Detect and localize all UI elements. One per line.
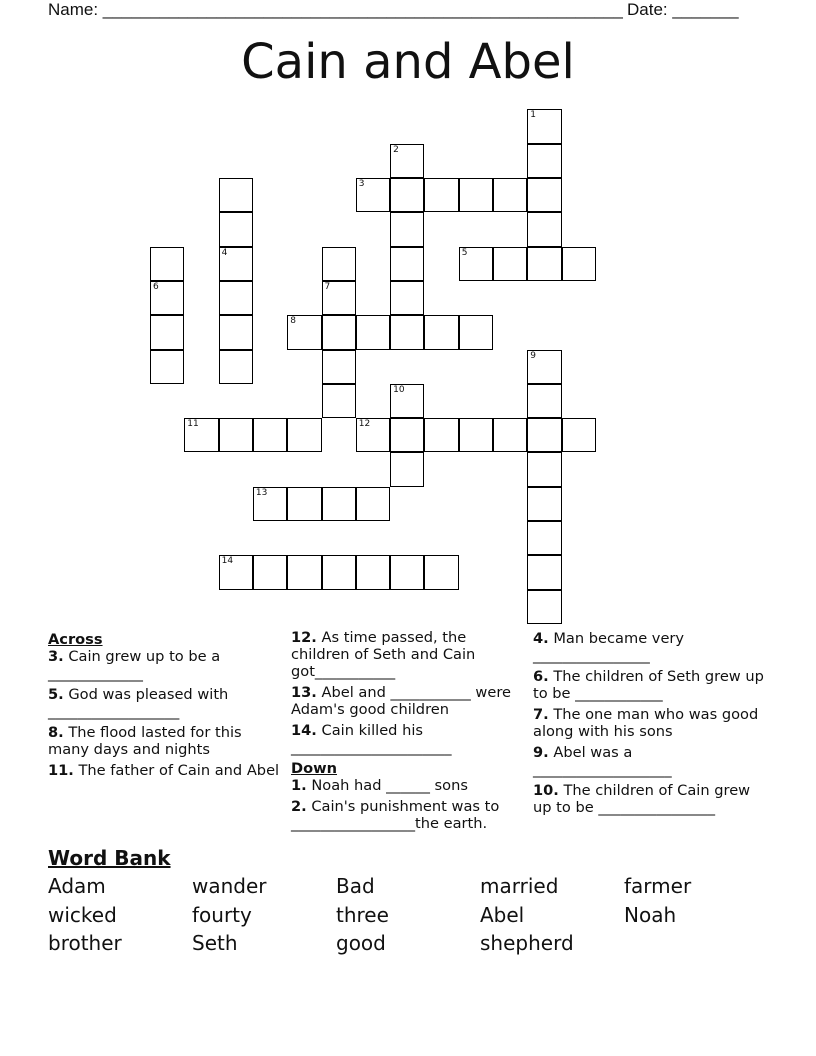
clue-number: 12 [358, 419, 371, 430]
crossword-cell[interactable] [322, 247, 356, 281]
clues-column-3 [533, 630, 765, 820]
down-heading: Down [291, 760, 338, 777]
crossword-cell[interactable] [356, 418, 390, 452]
crossword-cell[interactable] [150, 281, 184, 315]
across-heading: Across [48, 631, 103, 648]
crossword-cell[interactable] [527, 521, 561, 555]
crossword-cell[interactable] [356, 487, 390, 521]
crossword-cell[interactable] [219, 315, 253, 349]
crossword-cell[interactable] [390, 178, 424, 212]
crossword-cell[interactable] [150, 350, 184, 384]
crossword-cell[interactable] [356, 315, 390, 349]
crossword-cell[interactable] [322, 350, 356, 384]
crossword-cell[interactable] [493, 178, 527, 212]
crossword-cell[interactable] [459, 315, 493, 349]
word-bank-item: Noah [624, 903, 677, 927]
crossword-cell[interactable] [424, 418, 458, 452]
across-clue-11: 11. The father of Cain and Abel [48, 762, 280, 779]
down-clue-1: 1. Noah had ______ sons [291, 777, 468, 794]
crossword-cell[interactable] [527, 178, 561, 212]
crossword-cell[interactable] [527, 418, 561, 452]
clue-number: 11 [187, 419, 199, 430]
crossword-cell[interactable] [424, 315, 458, 349]
across-clue-12: 12. As time passed, the children of Seth and Cain got___________ [291, 629, 476, 680]
crossword-cell[interactable] [527, 590, 561, 624]
crossword-cell[interactable] [459, 178, 493, 212]
clue-number: 3 [358, 179, 365, 189]
across-clue-5: 5. God was pleased with __________________ [48, 686, 229, 720]
crossword-cell[interactable] [322, 315, 356, 349]
crossword-cell[interactable] [356, 178, 390, 212]
crossword-cell[interactable] [527, 452, 561, 486]
crossword-cell[interactable] [322, 384, 356, 418]
crossword-cell[interactable] [390, 212, 424, 246]
crossword-cell[interactable] [150, 247, 184, 281]
word-bank-item: shepherd [480, 931, 574, 955]
crossword-cell[interactable] [253, 418, 287, 452]
across-clue-14: 14. Cain killed his ______________________ [291, 722, 452, 756]
crossword-cell[interactable] [219, 555, 253, 589]
clue-number: 6 [153, 281, 159, 292]
name-field-label: Name: _______________________________________________________ [48, 0, 623, 19]
crossword-cell[interactable] [390, 452, 424, 486]
clue-number: 9 [530, 350, 537, 361]
crossword-cell[interactable] [562, 418, 596, 452]
word-bank-item: wander [192, 874, 267, 898]
crossword-cell[interactable] [322, 281, 356, 315]
crossword-cell[interactable] [390, 418, 424, 452]
crossword-cell[interactable] [253, 487, 287, 521]
across-clue-8: 8. The flood lasted for this many days and nights [48, 724, 242, 758]
crossword-cell[interactable] [527, 350, 561, 384]
word-bank-item: wicked [48, 903, 117, 927]
word-bank-item: brother [48, 931, 122, 955]
clues-column-1 [48, 629, 280, 783]
crossword-cell[interactable] [322, 487, 356, 521]
crossword-cell[interactable] [390, 281, 424, 315]
down-clue-4: 4. Man became very ________________ [533, 630, 685, 664]
date-field-label: Date: _______ [627, 0, 739, 19]
word-bank-item: Seth [192, 931, 238, 955]
down-clue-7: 7. The one man who was good along with his sons [533, 706, 759, 740]
page-title: Cain and Abel [241, 34, 575, 90]
crossword-cell[interactable] [527, 384, 561, 418]
crossword-cell[interactable] [459, 418, 493, 452]
crossword-cell[interactable] [356, 555, 390, 589]
down-clue-10: 10. The children of Cain grew up to be ________________ [533, 782, 751, 816]
crossword-cell[interactable] [219, 247, 253, 281]
word-bank-item: Abel [480, 903, 525, 927]
crossword-cell[interactable] [184, 418, 218, 452]
down-clue-2: 2. Cain's punishment was to _________________the earth. [291, 798, 500, 832]
crossword-cell[interactable] [527, 144, 561, 178]
crossword-cell[interactable] [287, 315, 321, 349]
word-bank-item: fourty [192, 903, 252, 927]
crossword-cell[interactable] [150, 315, 184, 349]
word-bank-title: Word Bank [48, 846, 171, 870]
crossword-cell[interactable] [527, 487, 561, 521]
crossword-cell[interactable] [287, 487, 321, 521]
crossword-cell[interactable] [253, 555, 287, 589]
crossword-cell[interactable] [424, 555, 458, 589]
crossword-cell[interactable] [390, 144, 424, 178]
crossword-cell[interactable] [219, 350, 253, 384]
word-bank-item: three [336, 903, 389, 927]
down-clue-6: 6. The children of Seth grew up to be ____________ [533, 668, 764, 702]
clue-number: 14 [221, 556, 234, 567]
clue-number: 7 [324, 281, 331, 292]
down-clue-9: 9. Abel was a ___________________ [533, 744, 672, 778]
crossword-cell[interactable] [219, 178, 253, 212]
word-bank-item: Adam [48, 874, 106, 898]
across-clue-3: 3. Cain grew up to be a _____________ [48, 648, 221, 682]
crossword-cell[interactable] [527, 555, 561, 589]
crossword-cell[interactable] [287, 418, 321, 452]
crossword-cell[interactable] [459, 247, 493, 281]
clues-column-2 [291, 629, 523, 836]
crossword-cell[interactable] [493, 247, 527, 281]
crossword-cell[interactable] [219, 418, 253, 452]
word-bank-item: married [480, 874, 559, 898]
crossword-cell[interactable] [219, 212, 253, 246]
crossword-cell[interactable] [322, 555, 356, 589]
word-bank-item: farmer [624, 874, 692, 898]
crossword-cell[interactable] [493, 418, 527, 452]
crossword-cell[interactable] [390, 384, 424, 418]
crossword-cell[interactable] [390, 315, 424, 349]
clue-number: 2 [393, 144, 399, 155]
crossword-cell[interactable] [390, 247, 424, 281]
crossword-cell[interactable] [527, 212, 561, 246]
word-bank-item: Bad [336, 874, 375, 898]
crossword-cell[interactable] [527, 109, 561, 143]
clue-number: 5 [461, 247, 468, 258]
clue-number: 4 [221, 247, 228, 258]
crossword-cell[interactable] [527, 247, 561, 281]
clue-number: 8 [290, 316, 296, 327]
across-clue-13: 13. Abel and ___________ were Adam's good children [291, 684, 511, 718]
word-bank-item: good [336, 931, 386, 955]
clue-number: 1 [530, 110, 537, 121]
crossword-cell[interactable] [390, 555, 424, 589]
crossword-cell[interactable] [562, 247, 596, 281]
clue-number: 10 [393, 384, 405, 395]
crossword-cell[interactable] [424, 178, 458, 212]
clue-number: 13 [255, 487, 268, 498]
crossword-cell[interactable] [219, 281, 253, 315]
crossword-cell[interactable] [287, 555, 321, 589]
